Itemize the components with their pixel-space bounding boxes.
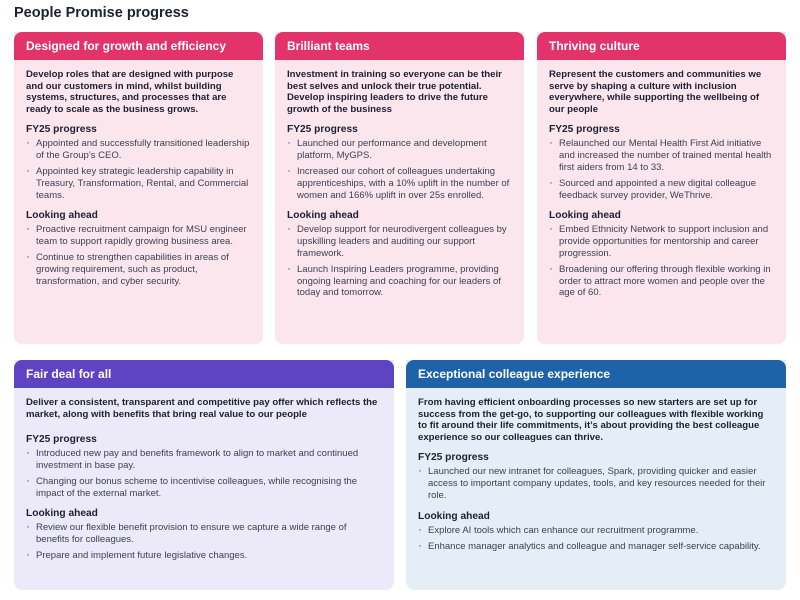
list-item: · Proactive recruitment campaign for MSU engineer team to support rapidly growing business area. xyxy=(26,224,251,248)
looking-ahead-list xyxy=(418,525,774,553)
list-item: · Appointed key strategic leadership capability in Treasury, Transformation, Rental, and Commercial teams. xyxy=(26,166,251,201)
looking-ahead-list xyxy=(26,522,382,561)
progress-heading: FY25 progress xyxy=(287,124,358,136)
progress-heading: FY25 progress xyxy=(26,434,97,446)
list-item: · Relaunched our Mental Health First Aid initiative and increased the number of trained mental health first aiders from 14 to 33. xyxy=(549,138,774,173)
list-item: · Increased our cohort of colleagues undertaking apprenticeships, with a 10% uplift in the number of women and 166% uplift in over 25s enrolled. xyxy=(287,166,512,201)
list-item: · Enhance manager analytics and colleague and manager self-service capability. xyxy=(418,541,774,553)
card-thriving-culture xyxy=(537,32,786,344)
list-item: · Changing our bonus scheme to incentivise colleagues, while recognising the impact of the external market. xyxy=(26,476,382,500)
card-intro: Represent the customers and communities we serve by shaping a culture with inclusion everywhere, while supporting the wellbeing of our people xyxy=(549,69,762,115)
card-growth-efficiency xyxy=(14,32,263,344)
card-colleague-experience xyxy=(406,360,786,590)
looking-ahead-heading: Looking ahead xyxy=(26,210,98,222)
card-intro: From having efficient onboarding processes so new starters are set up for success from the get-go, to supporting our colleagues with flexible working to fit around their life commitments, it’s about providing the best colleague experience so our colleagues can thrive. xyxy=(418,397,764,443)
progress-heading: FY25 progress xyxy=(26,124,97,136)
card-intro: Deliver a consistent, transparent and competitive pay offer which reflects the market, along with benefits that bring real value to our people xyxy=(26,397,378,420)
progress-heading: FY25 progress xyxy=(549,124,620,136)
card-fair-deal xyxy=(14,360,394,590)
progress-list xyxy=(26,448,382,499)
looking-ahead-list xyxy=(549,224,774,299)
progress-list xyxy=(549,138,774,201)
list-item: · Review our flexible benefit provision to ensure we capture a wide range of benefits for colleagues. xyxy=(26,522,382,546)
card-title: Fair deal for all xyxy=(14,360,394,388)
progress-heading: FY25 progress xyxy=(418,452,489,464)
list-item: · Appointed and successfully transitioned leadership of the Group’s CEO. xyxy=(26,138,251,162)
page-title: People Promise progress xyxy=(14,5,189,21)
looking-ahead-heading: Looking ahead xyxy=(287,210,359,222)
progress-list xyxy=(26,138,251,201)
looking-ahead-list xyxy=(287,224,512,299)
looking-ahead-heading: Looking ahead xyxy=(418,510,490,522)
list-item: · Embed Ethnicity Network to support inclusion and provide opportunities for mentorship and career progression. xyxy=(549,224,774,259)
card-title: Designed for growth and efficiency xyxy=(14,32,263,60)
card-title: Brilliant teams xyxy=(275,32,524,60)
list-item: · Explore AI tools which can enhance our recruitment programme. xyxy=(418,525,774,537)
progress-list xyxy=(287,138,512,201)
card-title: Thriving culture xyxy=(537,32,786,60)
list-item: · Continue to strengthen capabilities in areas of growing requirement, such as product, transformation, and cyber security. xyxy=(26,252,251,287)
list-item: · Launch Inspiring Leaders programme, providing ongoing learning and coaching for our leaders of today and tomorrow. xyxy=(287,264,512,299)
card-intro: Investment in training so everyone can be their best selves and unlock their true potential. Develop inspiring leaders to drive the future growth of the business xyxy=(287,69,502,115)
card-intro: Develop roles that are designed with purpose and our customers in mind, whilst building systems, structures, and processes that are ready to scale as the business grows. xyxy=(26,69,234,115)
card-title: Exceptional colleague experience xyxy=(406,360,786,388)
list-item: · Prepare and implement future legislative changes. xyxy=(26,550,382,562)
list-item: · Launched our performance and development platform, MyGPS. xyxy=(287,138,512,162)
list-item: · Introduced new pay and benefits framework to align to market and continued investment in base pay. xyxy=(26,448,382,472)
list-item: · Sourced and appointed a new digital colleague feedback survey provider, WeThrive. xyxy=(549,178,774,202)
list-item: · Develop support for neurodivergent colleagues by upskilling leaders and auditing our support framework. xyxy=(287,224,512,259)
list-item: · Launched our new intranet for colleagues, Spark, providing quicker and easier access to important company updates, tools, and key resources needed for their role. xyxy=(418,466,774,501)
list-item: · Broadening our offering through flexible working in order to attract more women and people over the age of 60. xyxy=(549,264,774,299)
progress-list xyxy=(418,466,774,501)
card-brilliant-teams xyxy=(275,32,524,344)
looking-ahead-list xyxy=(26,224,251,287)
looking-ahead-heading: Looking ahead xyxy=(26,508,98,520)
looking-ahead-heading: Looking ahead xyxy=(549,210,621,222)
